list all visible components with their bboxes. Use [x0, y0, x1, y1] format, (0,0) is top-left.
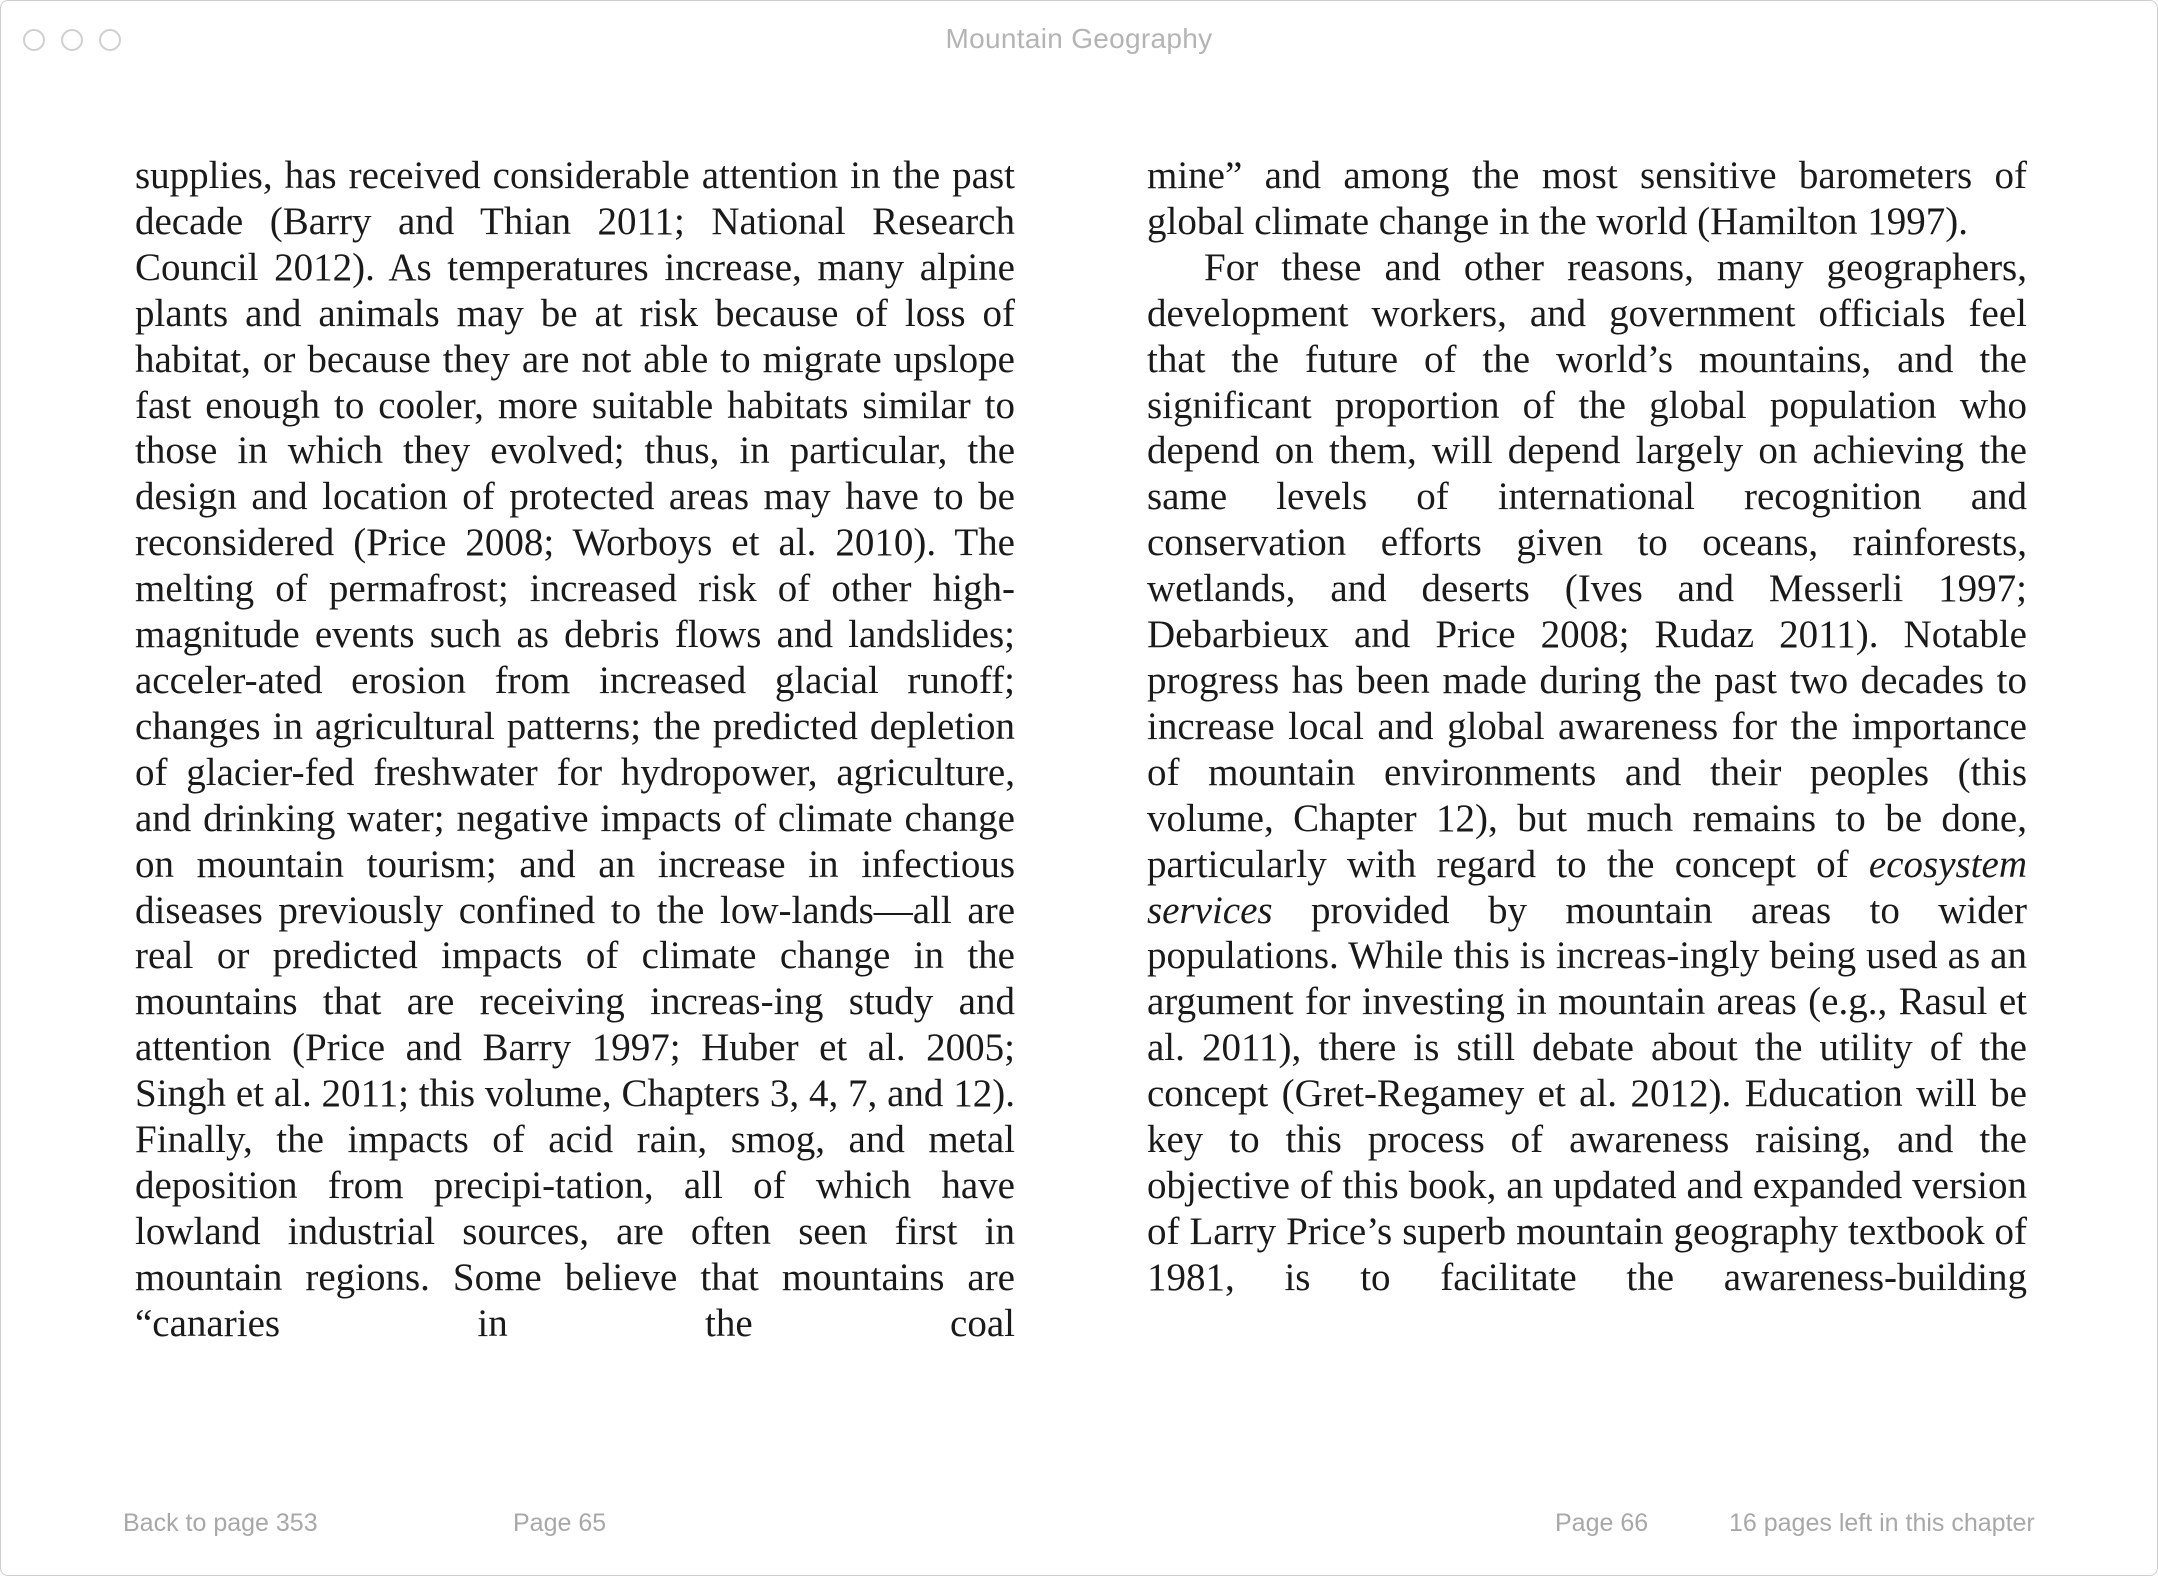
title-bar [1, 1, 2157, 79]
left-page-text [135, 153, 1015, 1347]
right-page-number: Page 66 [1555, 1509, 1649, 1537]
back-to-page-link[interactable]: Back to page 353 [123, 1509, 318, 1537]
text-run: For these and other reasons, many geographers, development workers, and government officials feel that the future of the world’s mountains, and the significant proportion of the global population who depend on them, will depend largely on achieving the same levels of international recognition and conservation efforts given to oceans, rainforests, wetlands, and deserts (Ives and Messerli 1997; Debarbieux and Price 2008; Rudaz 2011). Notable progress has been made during the past two decades to increase local and global awareness for the importance of mountain environments and their peoples (this volume, Chapter 12), but much remains to be done, particularly with regard to the concept of [1147, 245, 2027, 886]
right-page-text [1147, 153, 2027, 1301]
left-page-number: Page 65 [513, 1509, 607, 1537]
pages-remaining: 16 pages left in this chapter [1729, 1509, 2035, 1537]
left-paragraph-1 [135, 153, 1015, 1347]
right-paragraph-2 [1147, 245, 2027, 1301]
text-run: supplies, has received considerable attention in the past decade (Barry and Thian 2011; National Research Council 2012). As temperatures increase, many alpine plants and animals may be at risk because of loss of habitat, or because they are not able to migrate upslope fast enough to cooler, more suitable habitats similar to those in which they evolved; thus, in particular, the design and location of protected areas may have to be reconsidered (Price 2008; Worboys et al. 2010). The melting of permafrost; increased risk of other high-magnitude events such as debris flows and landslides; acceler-ated erosion from increased glacial runoff; changes in agricultural patterns; the predicted depletion of glacier-fed freshwater for hydropower, agriculture, and drinking water; negative impacts of climate change on mountain tourism; and an increase in infectious diseases previously confined to the low-lands—all are real or predicted impacts of climate change in the mountains that are receiving increas-ing study and attention (Price and Barry 1997; Huber et al. 2005; Singh et al. 2011; this volume, Chapters 3, 4, 7, and 12). Finally, the impacts of acid rain, smog, and metal deposition from precipi-tation, all of which have lowland industrial sources, are often seen first in mountain regions. Some believe that mountains are “canaries in the coal [135, 154, 1015, 1345]
text-run: provided by mountain areas to wider populations. While this is increas-ingly being used as an argument for investing in mountain areas (e.g., Rasul et al. 2011), there is still debate about the utility of the concept (Gret-Regamey et al. 2012). Education will be key to this process of awareness raising, and the objective of this book, an updated and expanded version of Larry Price’s superb mountain geography textbook of 1981, is to facilitate the awareness-building [1147, 888, 2027, 1299]
italic-term: ecosystem services [1147, 842, 2027, 932]
text-run: mine” and among the most sensitive barometers of global climate change in the world (Hamilton 1997). [1147, 154, 2027, 243]
window-title: Mountain Geography [945, 23, 1213, 54]
right-paragraph-1 [1147, 153, 2027, 245]
